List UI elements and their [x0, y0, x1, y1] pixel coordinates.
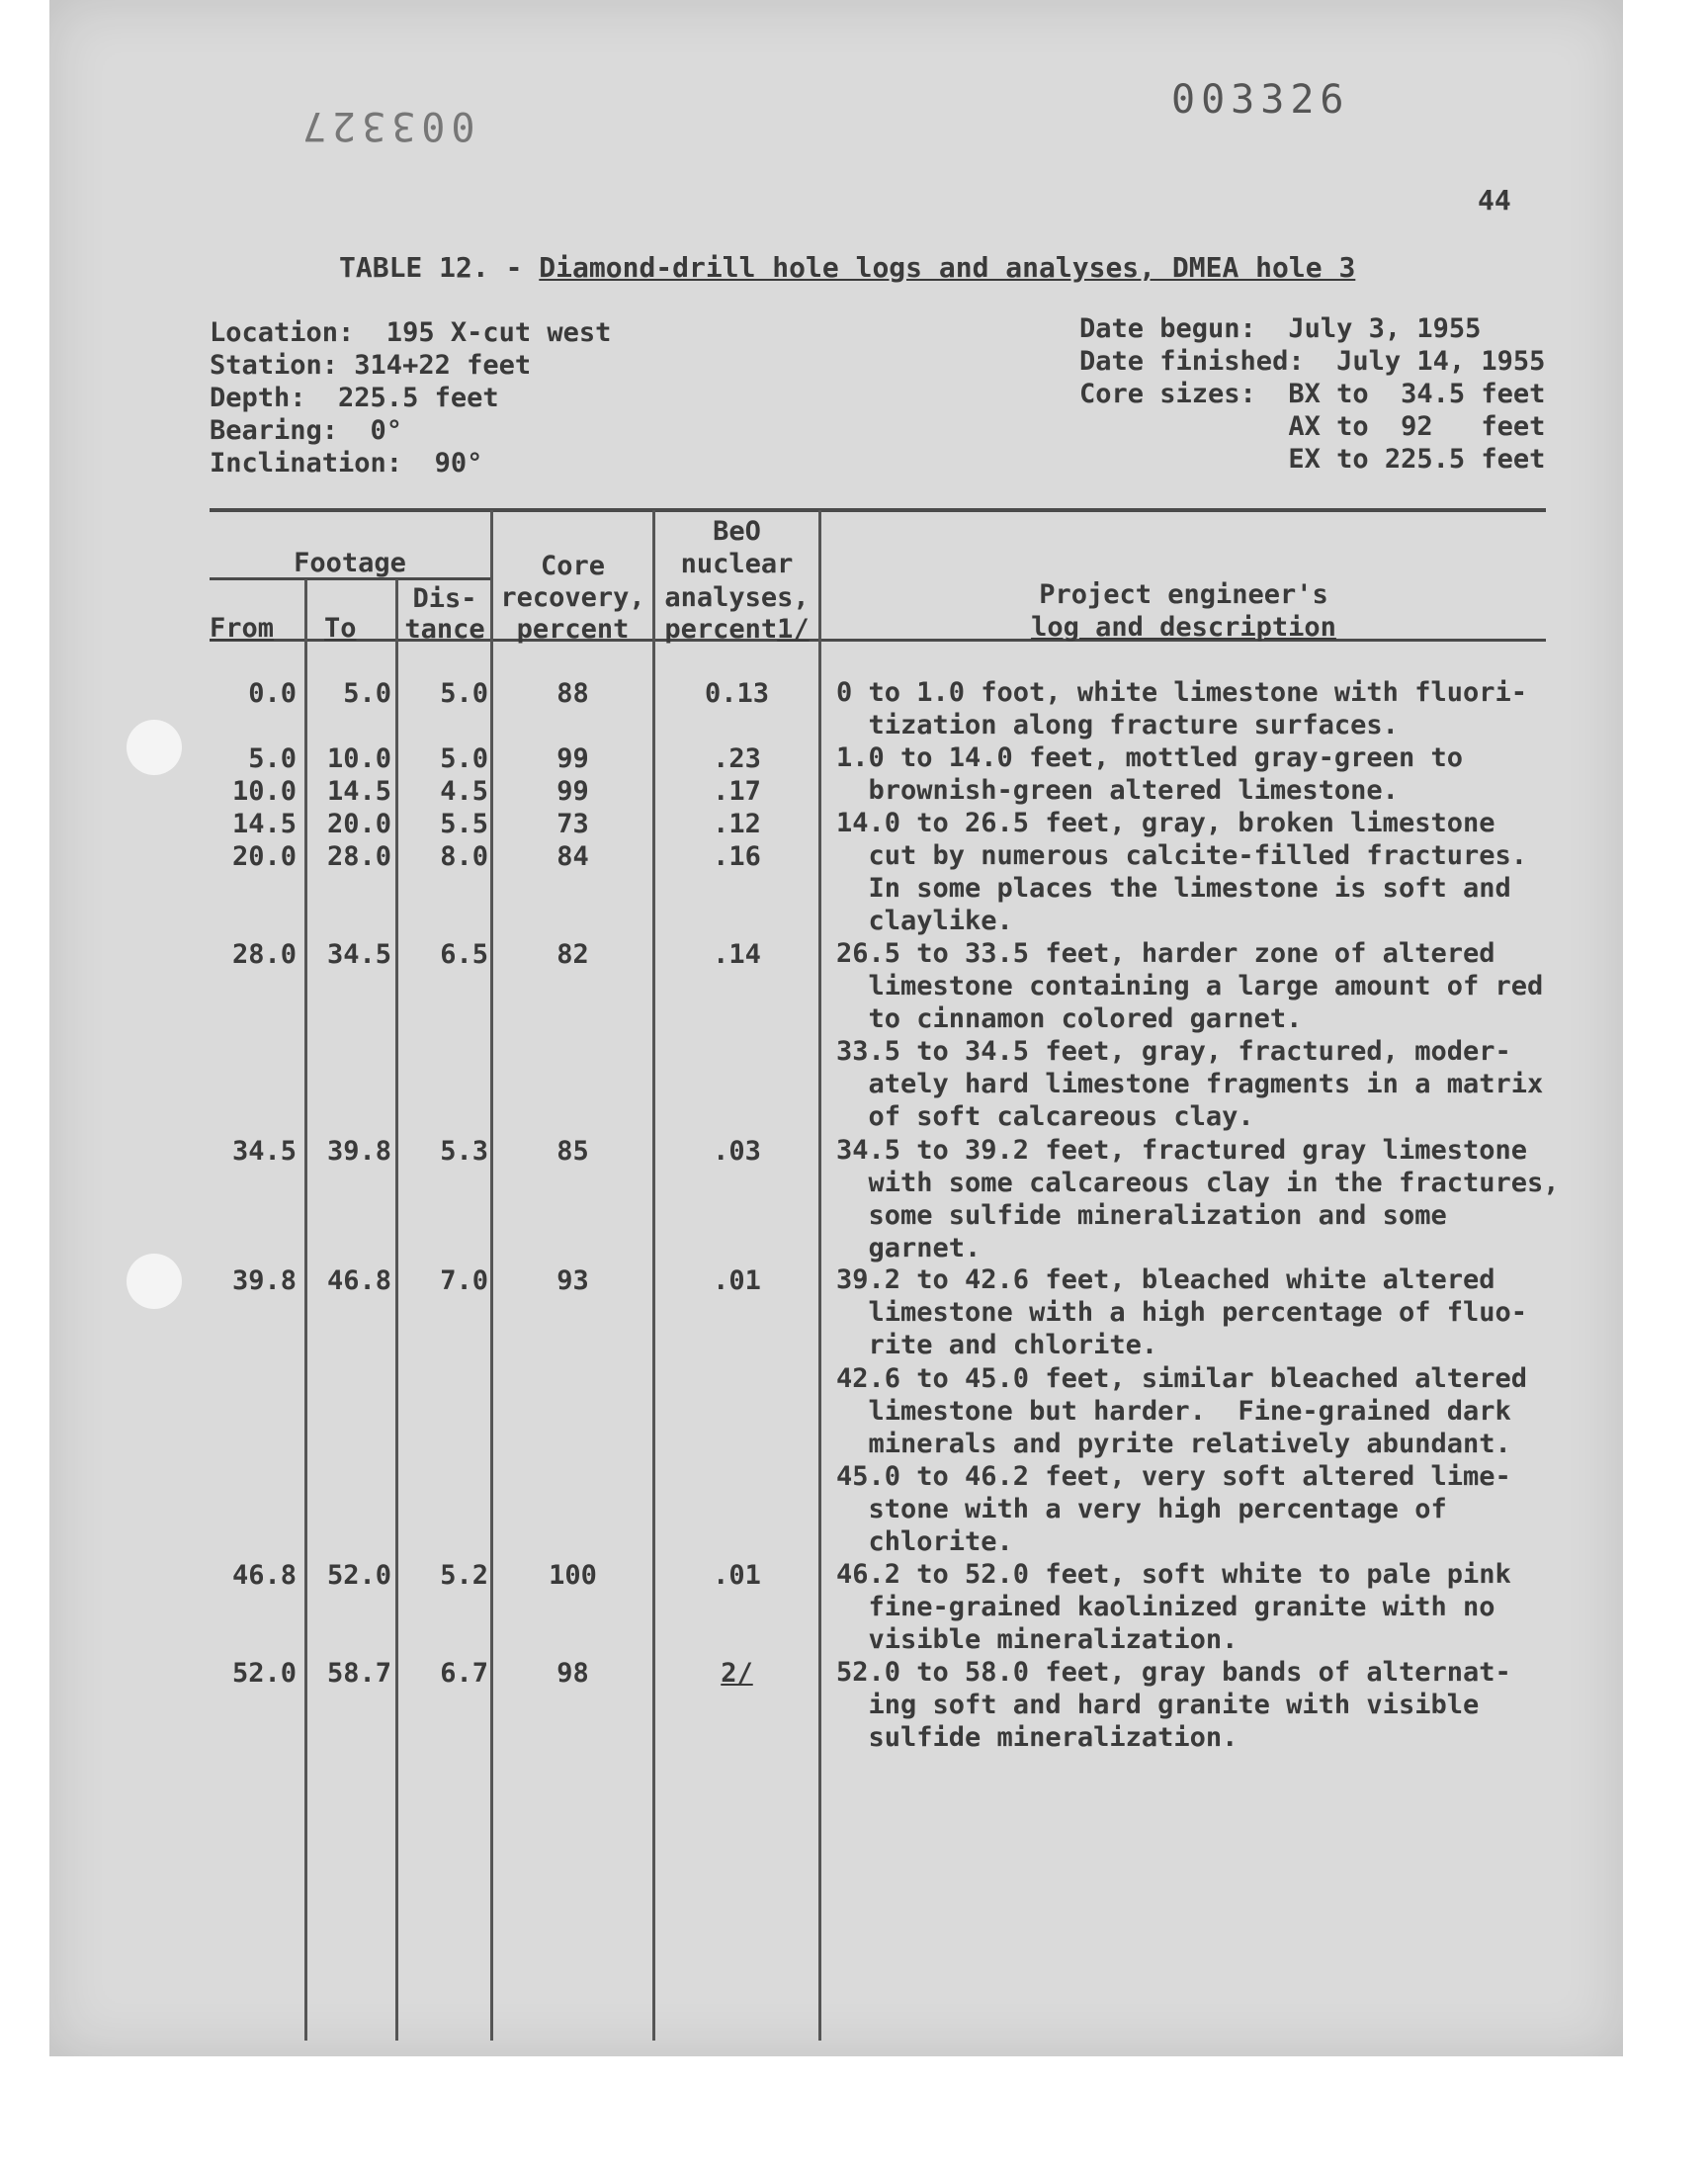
cell-distance: 5.2	[440, 1560, 488, 1591]
cell-recovery: 99	[556, 776, 589, 807]
cell-to: 46.8	[326, 1265, 391, 1296]
log-description: 42.6 to 45.0 feet, similar bleached altered limestone but harder. Fine-grained dark minerals and pyrite relatively abundant.	[836, 1363, 1527, 1459]
hole-location-info: Location: 195 X-cut west Station: 314+22 feet Depth: 225.5 feet Bearing: 0° Inclination: 90°	[210, 317, 612, 478]
punch-hole	[127, 1254, 182, 1309]
cell-distance: 5.3	[440, 1136, 488, 1167]
cell-from: 10.0	[231, 776, 297, 807]
cell-distance: 5.5	[440, 809, 488, 839]
column-divider	[395, 579, 398, 2041]
cell-to: 52.0	[326, 1560, 391, 1591]
log-description: 26.5 to 33.5 feet, harder zone of altered limestone containing a large amount of red to cinnamon colored garnet.	[836, 938, 1544, 1034]
cell-from: 39.8	[231, 1265, 297, 1296]
header-from: From	[210, 613, 275, 644]
header-log-line2: log and description	[1031, 612, 1336, 643]
cell-distance: 8.0	[440, 841, 488, 872]
cell-recovery: 98	[556, 1658, 589, 1689]
log-description: 52.0 to 58.0 feet, gray bands of alternat- ing soft and hard granite with visible sulfide mineralization.	[836, 1657, 1511, 1753]
header-core-line2: recovery,	[500, 582, 645, 613]
table-top-rule	[210, 508, 1546, 512]
header-log-line1: Project engineer's	[1039, 579, 1328, 610]
cell-from: 34.5	[231, 1136, 297, 1167]
table-title-main: Diamond-drill hole logs and analyses, DMEA hole 3	[539, 251, 1356, 284]
column-divider	[304, 579, 307, 2041]
header-beo-percent: percent	[664, 614, 778, 645]
cell-from: 5.0	[248, 743, 297, 774]
cell-distance: 6.5	[440, 939, 488, 970]
cell-distance: 6.7	[440, 1658, 488, 1689]
header-beo-line3: analyses,	[664, 582, 810, 613]
cell-beo: .16	[713, 841, 761, 872]
log-description: 33.5 to 34.5 feet, gray, fractured, moder- ately hard limestone fragments in a matrix of soft calcareous clay.	[836, 1036, 1544, 1132]
log-description: 46.2 to 52.0 feet, soft white to pale pink fine-grained kaolinized granite with no visible mineralization.	[836, 1559, 1511, 1655]
cell-beo: .03	[713, 1136, 761, 1167]
table-title	[339, 251, 1355, 284]
stamp-number-left: 003327	[297, 103, 475, 148]
cell-to: 34.5	[326, 939, 391, 970]
punch-hole	[127, 720, 182, 775]
cell-recovery: 82	[556, 939, 589, 970]
cell-distance: 5.0	[440, 743, 488, 774]
header-footage: Footage	[294, 548, 406, 578]
cell-beo: .01	[713, 1265, 761, 1296]
cell-distance: 7.0	[440, 1265, 488, 1296]
header-core-line3: percent	[516, 614, 630, 645]
table-title-prefix: TABLE 12. -	[339, 251, 540, 284]
cell-distance: 5.0	[440, 678, 488, 709]
cell-to: 58.7	[326, 1658, 391, 1689]
header-distance-line2: tance	[404, 614, 485, 645]
cell-beo: .17	[713, 776, 761, 807]
cell-recovery: 100	[549, 1560, 597, 1591]
cell-beo: .01	[713, 1560, 761, 1591]
stamp-number-right: 003326	[1171, 77, 1350, 123]
cell-from: 52.0	[231, 1658, 297, 1689]
cell-from: 0.0	[248, 678, 297, 709]
cell-from: 46.8	[231, 1560, 297, 1591]
header-beo-line4	[655, 614, 818, 645]
log-description: 34.5 to 39.2 feet, fractured gray limestone with some calcareous clay in the fractures, some sulfide mineralization and some garnet.	[836, 1135, 1560, 1263]
cell-recovery: 93	[556, 1265, 589, 1296]
log-description: 45.0 to 46.2 feet, very soft altered lime- stone with a very high percentage of chlorite.	[836, 1461, 1511, 1557]
cell-beo: .12	[713, 809, 761, 839]
column-divider	[818, 510, 821, 2041]
header-beo-footnote: 1/	[777, 614, 810, 645]
log-description: 0 to 1.0 foot, white limestone with fluori- tization along fracture surfaces. 1.0 to 14.0 feet, mottled gray-green to brownish-green altered limestone. 14.0 to 26.5 feet, gray, broken limestone cut by numerous calcite-filled fractures. In some places the limestone is soft and claylike.	[836, 677, 1527, 936]
cell-beo: .14	[713, 939, 761, 970]
cell-from: 28.0	[231, 939, 297, 970]
cell-to: 14.5	[326, 776, 391, 807]
cell-to: 10.0	[326, 743, 391, 774]
header-distance-line1: Dis-	[412, 583, 477, 614]
cell-beo-footnote: 2/	[721, 1658, 753, 1689]
cell-distance: 4.5	[440, 776, 488, 807]
cell-recovery: 85	[556, 1136, 589, 1167]
cell-to: 5.0	[343, 678, 391, 709]
header-beo-line1: BeO	[713, 516, 761, 547]
cell-recovery: 84	[556, 841, 589, 872]
cell-from: 20.0	[231, 841, 297, 872]
page-number: 44	[1478, 184, 1511, 217]
cell-recovery: 99	[556, 743, 589, 774]
cell-recovery: 73	[556, 809, 589, 839]
cell-from: 14.5	[231, 809, 297, 839]
hole-dates-info: Date begun: July 3, 1955 Date finished: July 14, 1955 Core sizes: BX to 34.5 feet AX to 92 feet EX to 225.5 feet	[1079, 313, 1546, 475]
log-description: 39.2 to 42.6 feet, bleached white altered limestone with a high percentage of fluo- rite and chlorite.	[836, 1264, 1527, 1360]
header-beo-line2: nuclear	[680, 549, 794, 579]
cell-beo: 0.13	[704, 678, 770, 709]
cell-to: 28.0	[326, 841, 391, 872]
cell-recovery: 88	[556, 678, 589, 709]
cell-beo: .23	[713, 743, 761, 774]
header-core-line1: Core	[540, 551, 606, 581]
cell-to: 20.0	[326, 809, 391, 839]
cell-to: 39.8	[326, 1136, 391, 1167]
header-to: To	[324, 613, 357, 644]
